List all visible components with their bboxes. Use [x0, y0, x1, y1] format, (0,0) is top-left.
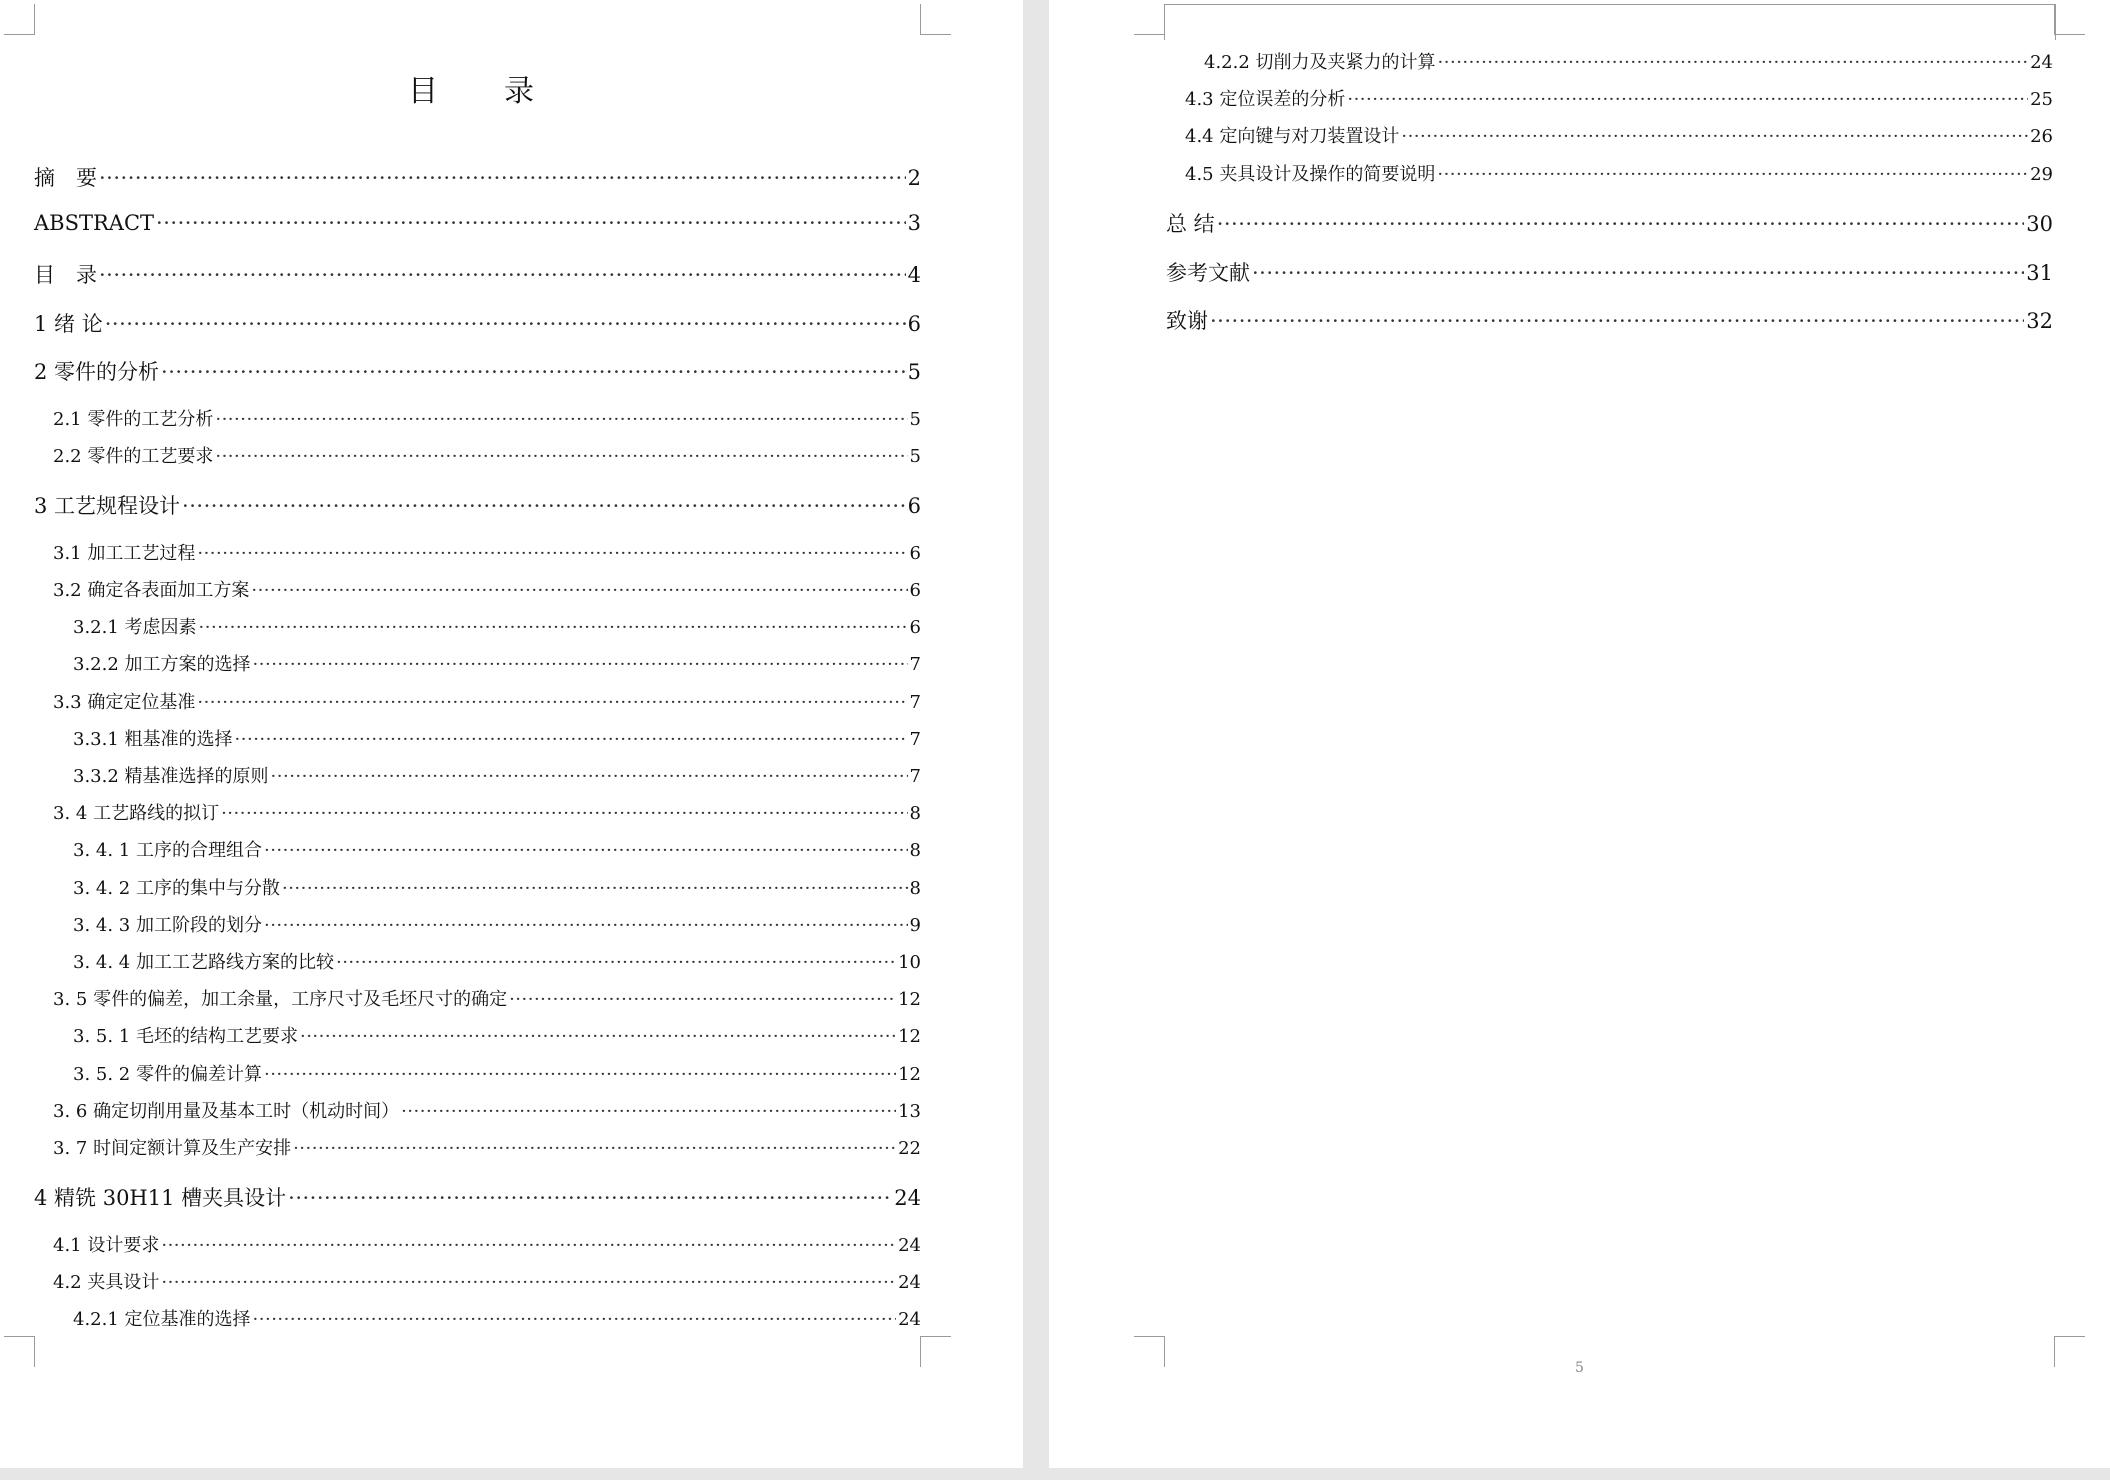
toc-entry[interactable] [34, 356, 921, 386]
toc-entry[interactable] [73, 725, 921, 751]
toc-entry-title: 3. 4. 1 工序的合理组合 [73, 840, 262, 862]
toc-leader-dots [1401, 126, 2028, 147]
margin-corner-bottom-left [4, 1336, 35, 1367]
toc-entry-page-number: 6 [909, 542, 921, 564]
toc-entry[interactable] [34, 162, 921, 192]
toc-entry[interactable] [34, 490, 921, 520]
toc-leader-dots [105, 312, 906, 336]
toc-leader-dots [251, 580, 907, 601]
toc-entry[interactable] [1166, 257, 2053, 287]
margin-corner-bottom-right [920, 1336, 951, 1367]
toc-entry[interactable] [53, 442, 921, 468]
toc-entry-page-number: 32 [2026, 309, 2053, 334]
toc-entry-page-number: 5 [907, 360, 921, 384]
toc-entry-title: 3. 7 时间定额计算及生产安排 [53, 1137, 292, 1159]
toc-entry-page-number: 9 [909, 914, 921, 936]
toc-entry[interactable] [1166, 208, 2053, 238]
toc-leader-dots [197, 543, 907, 564]
toc-entry-title: 3.2 确定各表面加工方案 [53, 579, 250, 601]
toc-entry-title: 3. 4 工艺路线的拟订 [53, 803, 220, 825]
toc-leader-dots [199, 617, 908, 638]
toc-leader-dots [264, 840, 908, 861]
toc-entry-page-number: 10 [898, 951, 921, 973]
toc-entry-title: 3. 4. 2 工序的集中与分散 [73, 877, 280, 899]
toc-leader-dots [253, 1309, 897, 1330]
toc-entry[interactable] [53, 985, 921, 1011]
toc-entry-title: ABSTRACT [34, 210, 155, 235]
toc-entry-title: 4.2.1 定位基准的选择 [73, 1309, 251, 1331]
toc-entry-page-number: 6 [907, 311, 921, 336]
toc-entry-page-number: 6 [907, 494, 921, 519]
toc-entry[interactable] [34, 211, 921, 235]
toc-leader-dots [1210, 309, 2024, 333]
toc-entry-page-number: 24 [2030, 52, 2053, 73]
toc-entry[interactable] [1204, 48, 2053, 74]
toc-entry-page-number: 24 [898, 1234, 921, 1256]
toc-entry-page-number: 4 [907, 263, 921, 287]
toc-leader-dots [300, 1026, 896, 1047]
toc-entry-page-number: 12 [898, 1063, 921, 1085]
toc-entry-page-number: 8 [909, 877, 921, 899]
toc-entry[interactable] [73, 650, 921, 676]
toc-entry-title: 3. 6 确定切削用量及基本工时（机动时间） [53, 1100, 400, 1122]
toc-leader-dots [182, 494, 906, 518]
toc-entry-title: 3.3.1 粗基准的选择 [73, 728, 233, 750]
toc-entry[interactable] [53, 1231, 921, 1257]
toc-entry-title: 1 绪 论 [34, 311, 103, 336]
toc-entry[interactable] [53, 576, 921, 602]
toc-leader-dots [282, 878, 908, 899]
toc-entry[interactable] [73, 613, 921, 639]
toc-entry[interactable] [53, 1134, 921, 1160]
toc-entry-title: 4.5 夹具设计及操作的简要说明 [1185, 163, 1436, 185]
toc-entry-page-number: 2 [907, 166, 921, 190]
toc-leader-dots [161, 1235, 896, 1256]
toc-entry-page-number: 24 [898, 1309, 921, 1331]
toc-leader-dots [1437, 164, 2028, 185]
toc-entry-title: 4.2.2 切削力及夹紧力的计算 [1204, 52, 1436, 73]
toc-entry-page-number: 5 [909, 408, 921, 430]
margin-corner-top-left [1134, 4, 1165, 35]
toc-entry-page-number: 13 [898, 1100, 921, 1122]
toc-entry[interactable] [34, 259, 921, 289]
toc-entry-title: 3.2.2 加工方案的选择 [73, 654, 251, 676]
toc-entry[interactable] [73, 836, 921, 862]
toc-entry-title: 3. 4. 3 加工阶段的划分 [73, 914, 262, 936]
toc-entry[interactable] [34, 308, 921, 338]
toc-entry-page-number: 24 [894, 1186, 921, 1211]
toc-leader-dots [1252, 261, 2024, 285]
toc-entry-page-number: 12 [898, 989, 921, 1011]
toc-entry[interactable] [73, 1305, 921, 1331]
toc-entry-page-number: 24 [898, 1272, 921, 1294]
toc-entry[interactable] [73, 874, 921, 900]
margin-corner-top-left [4, 4, 35, 35]
document-page-left [0, 0, 1023, 1468]
toc-entry-title: 目 录 [34, 263, 97, 287]
toc-entry-title: 3. 5. 1 毛坯的结构工艺要求 [73, 1026, 298, 1048]
toc-entry[interactable] [1185, 85, 2053, 111]
toc-entry-page-number: 26 [2030, 126, 2053, 148]
toc-leader-dots [161, 360, 906, 384]
toc-leader-dots [253, 654, 908, 675]
toc-entry-title: 3.3.2 精基准选择的原则 [73, 765, 269, 787]
toc-leader-dots [264, 1064, 896, 1085]
toc-leader-dots [293, 1138, 896, 1159]
toc-entry-title: 3 工艺规程设计 [34, 494, 181, 519]
toc-leader-dots [264, 915, 908, 936]
toc-leader-dots [215, 446, 907, 467]
toc-entry-page-number: 3 [907, 210, 921, 235]
toc-entry[interactable] [73, 948, 921, 974]
toc-entry[interactable] [34, 1182, 921, 1212]
toc-entry-title: 总 结 [1166, 212, 1215, 237]
toc-leader-dots [288, 1186, 892, 1210]
toc-entry[interactable] [73, 1060, 921, 1086]
toc-leader-dots [215, 409, 907, 430]
toc-entry[interactable] [53, 799, 921, 825]
toc-entry-title: 3. 5 零件的偏差，加工余量，工序尺寸及毛坯尺寸的确定 [53, 989, 508, 1011]
toc-leader-dots [156, 211, 906, 235]
header-frame [1164, 4, 2056, 40]
toc-entry-page-number: 7 [909, 691, 921, 713]
toc-leader-dots [161, 1272, 896, 1293]
toc-entry-title: 3. 4. 4 加工工艺路线方案的比较 [73, 951, 334, 973]
toc-entry-page-number: 6 [909, 617, 921, 639]
toc-leader-dots [336, 952, 896, 973]
document-page-right [1049, 0, 2110, 1468]
toc-entry[interactable] [53, 1097, 921, 1123]
toc-entry-page-number: 31 [2026, 260, 2053, 285]
toc-entry-title: 3.3 确定定位基准 [53, 691, 196, 713]
toc-entry-title: 3.2.1 考虑因素 [73, 617, 197, 639]
toc-entry-title: 摘 要 [34, 166, 97, 190]
toc-entry[interactable] [1185, 122, 2053, 148]
toc-entry-title: 4.3 定位误差的分析 [1185, 89, 1346, 111]
toc-entry-page-number: 8 [909, 803, 921, 825]
toc-entry-title: 4 精铣 30H11 槽夹具设计 [34, 1186, 287, 1211]
toc-entry-page-number: 8 [909, 840, 921, 862]
toc-leader-dots [1347, 89, 2028, 110]
toc-entry-page-number: 6 [909, 579, 921, 601]
page-number: 5 [1575, 1360, 1584, 1376]
toc-entry[interactable] [1166, 305, 2053, 335]
toc-entry-page-number: 7 [909, 654, 921, 676]
toc-entry-title: 3.1 加工工艺过程 [53, 542, 196, 564]
toc-entry-title: 2 零件的分析 [34, 360, 160, 384]
toc-entry-title: 2.2 零件的工艺要求 [53, 445, 214, 467]
margin-corner-top-right [920, 4, 951, 35]
toc-leader-dots [99, 263, 906, 287]
toc-leader-dots [221, 803, 907, 824]
toc-entry-page-number: 7 [909, 765, 921, 787]
toc-entry[interactable] [53, 539, 921, 565]
toc-entry-title: 参考文献 [1166, 260, 1250, 285]
margin-corner-top-right [2054, 4, 2085, 35]
toc-entry-title: 4.1 设计要求 [53, 1234, 160, 1256]
toc-leader-dots [271, 766, 908, 787]
toc-entry-page-number: 29 [2030, 163, 2053, 185]
toc-entry-page-number: 5 [909, 445, 921, 467]
toc-entry[interactable] [53, 688, 921, 714]
toc-leader-dots [197, 692, 907, 713]
toc-entry[interactable] [73, 762, 921, 788]
toc-leader-dots [401, 1101, 896, 1122]
toc-leader-dots [1217, 212, 2025, 236]
toc-entry[interactable] [73, 1022, 921, 1048]
toc-leader-dots [235, 729, 908, 750]
toc-leader-dots [1438, 52, 2029, 73]
toc-entry-title: 4.2 夹具设计 [53, 1272, 160, 1294]
toc-entry[interactable] [53, 405, 921, 431]
toc-entry-title: 2.1 零件的工艺分析 [53, 408, 214, 430]
toc-entry-page-number: 25 [2030, 89, 2053, 111]
toc-leader-dots [509, 989, 896, 1010]
toc-entry[interactable] [53, 1268, 921, 1294]
toc-leader-dots [99, 166, 906, 190]
toc-entry-title: 4.4 定向键与对刀装置设计 [1185, 126, 1400, 148]
toc-entry-title: 3. 5. 2 零件的偏差计算 [73, 1063, 262, 1085]
toc-entry-title: 致谢 [1166, 309, 1208, 334]
toc-entry-page-number: 30 [2026, 212, 2053, 237]
toc-title: 目 录 [408, 74, 552, 109]
toc-entry-page-number: 12 [898, 1026, 921, 1048]
toc-entry-page-number: 22 [898, 1137, 921, 1159]
toc-entry-page-number: 7 [909, 728, 921, 750]
toc-entry[interactable] [1185, 160, 2053, 186]
toc-entry[interactable] [73, 911, 921, 937]
